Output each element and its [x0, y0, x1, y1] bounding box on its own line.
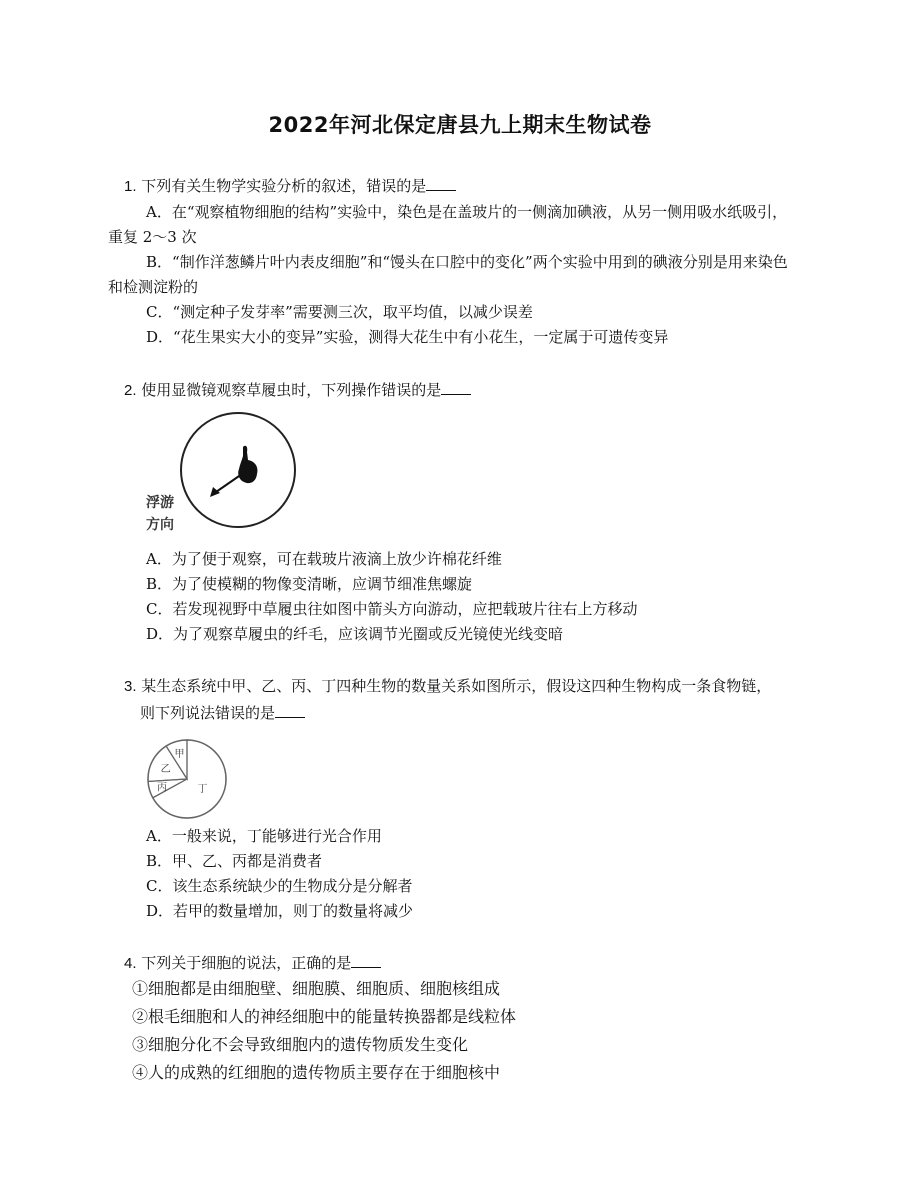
q2-option-a: A．为了便于观察，可在载玻片液滴上放少许棉花纤维 [146, 550, 502, 568]
question-1-stem [124, 176, 456, 197]
question-4-stem [124, 953, 381, 974]
swim-direction-label [146, 492, 174, 536]
q2-option-c: C．若发现视野中草履虫往如图中箭头方向游动，应把载玻片往右上方移动 [146, 600, 638, 618]
field-of-view-circle [181, 413, 295, 527]
q4-statement-3: ③细胞分化不会导致细胞内的遗传物质发生变化 [132, 1035, 469, 1054]
question-4-number: 4. [124, 955, 137, 972]
question-3-text: 某生态系统中甲、乙、丙、丁四种生物的数量关系如图所示，假设这四种生物构成一条食物链， [141, 677, 772, 695]
q1-option-a-cont: 重复 2～3 次 [108, 228, 197, 246]
pie-label-甲: 甲 [174, 749, 185, 761]
pie-label-丙: 丙 [157, 782, 167, 794]
q3-option-a: A．一般来说，丁能够进行光合作用 [146, 827, 382, 845]
question-3-stem [124, 676, 771, 697]
q3-option-b: B．甲、乙、丙都是消费者 [146, 852, 323, 870]
q1-option-c: C．“测定种子发芽率”需要测三次，取平均值，以减少误差 [146, 303, 533, 321]
pie-chart-figure [144, 736, 230, 822]
q4-statement-2: ②根毛细胞和人的神经细胞中的能量转换器都是线粒体 [132, 1007, 517, 1026]
page-title: 2022年河北保定唐县九上期末生物试卷 [268, 113, 652, 137]
q1-option-b: B．“制作洋葱鳞片叶内表皮细胞”和“馒头在口腔中的变化”两个实验中用到的碘液分别是用来染色 [146, 253, 788, 271]
q1-option-d: D．“花生果实大小的变异”实验，测得大花生中有小花生，一定属于可遗传变异 [146, 328, 669, 346]
answer-blank [351, 953, 381, 968]
answer-blank [441, 380, 471, 395]
question-2-number: 2. [124, 382, 137, 399]
question-1-number: 1. [124, 178, 137, 195]
pie-label-乙: 乙 [160, 764, 171, 776]
question-3-stem-cont [140, 703, 305, 723]
question-1-text: 下列有关生物学实验分析的叙述，错误的是 [141, 177, 427, 195]
q4-statement-4: ④人的成熟的红细胞的遗传物质主要存在于细胞核中 [132, 1063, 501, 1082]
pie-slice-丁 [153, 740, 226, 818]
pie-chart-svg [144, 736, 230, 822]
answer-blank [275, 703, 305, 718]
question-2-stem [124, 380, 471, 401]
question-3-number: 3. [124, 678, 137, 695]
q2-option-b: B．为了使模糊的物像变清晰，应调节细准焦螺旋 [146, 575, 473, 593]
question-2-text: 使用显微镜观察草履虫时，下列操作错误的是 [141, 381, 442, 399]
q1-option-a: A．在“观察植物细胞的结构”实验中，染色是在盖玻片的一侧滴加碘液，从另一侧用吸水纸吸引， [146, 203, 788, 221]
swim-direction-arrow-shaft [216, 474, 242, 492]
q2-option-d: D．为了观察草履虫的纤毛，应该调节光圈或反光镜使光线变暗 [146, 625, 564, 643]
q1-option-b-cont: 和检测淀粉的 [108, 278, 199, 296]
q4-statement-1: ①细胞都是由细胞壁、细胞膜、细胞质、细胞核组成 [132, 979, 501, 998]
pie-label-丁: 丁 [197, 784, 208, 796]
answer-blank [426, 176, 456, 191]
microscope-figure [140, 412, 310, 537]
swim-label-line-2: 方向 [146, 517, 174, 533]
q3-option-d: D．若甲的数量增加，则丁的数量将减少 [146, 902, 414, 920]
question-4-text: 下列关于细胞的说法，正确的是 [141, 954, 352, 972]
swim-direction-arrowhead [210, 487, 220, 497]
swim-label-line-1: 浮游 [146, 495, 174, 511]
question-3-text-cont: 则下列说法错误的是 [140, 704, 276, 722]
paramecium-shape [238, 446, 257, 483]
q3-option-c: C．该生态系统缺少的生物成分是分解者 [146, 877, 413, 895]
